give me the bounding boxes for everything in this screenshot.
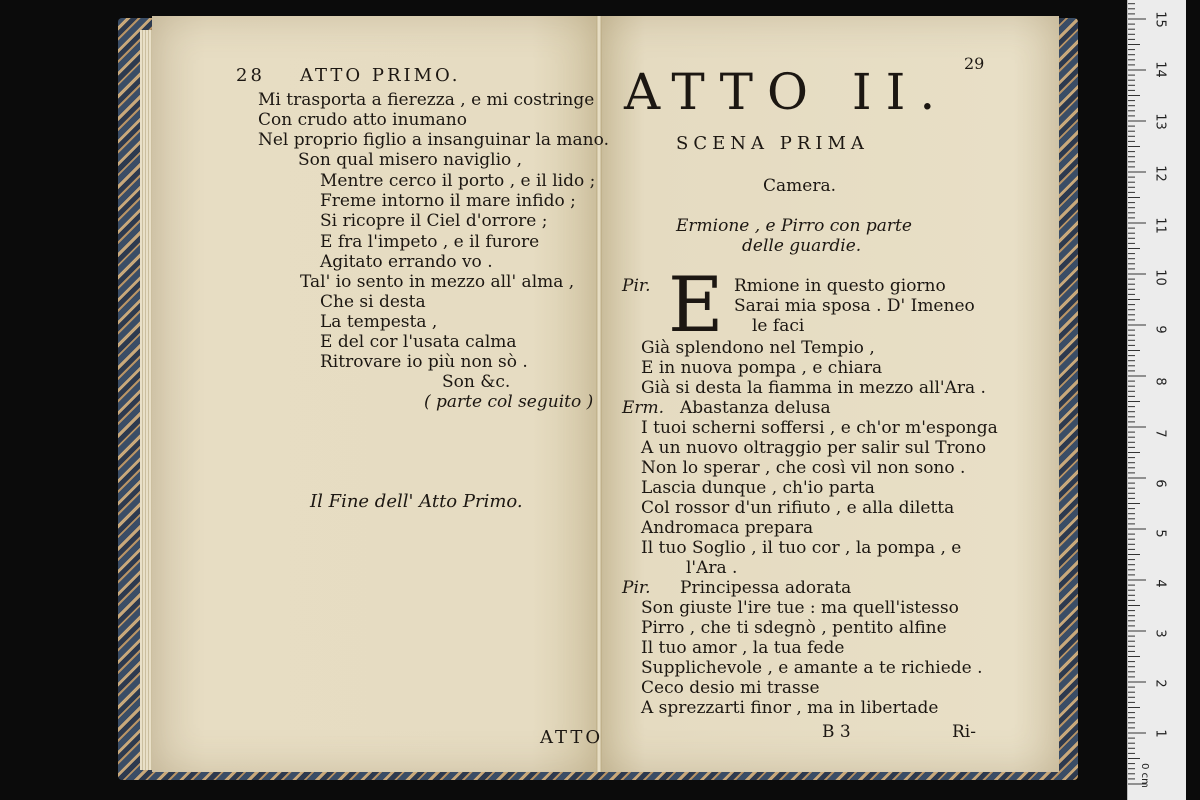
left-line: La tempesta ,: [320, 312, 438, 332]
ruler-number: 13: [1152, 113, 1168, 130]
end-of-act-note: Il Fine dell' Atto Primo.: [310, 491, 523, 512]
right-line: A sprezzarti finor , ma in libertade: [641, 698, 939, 718]
measuring-ruler: [1127, 0, 1186, 800]
right-line: A un nuovo oltraggio per salir sul Trono: [641, 438, 987, 458]
ruler-number: 8: [1152, 377, 1168, 386]
right-line: Sarai mia sposa . D' Imeneo: [734, 296, 975, 316]
left-line: Ritrovare io più non sò .: [320, 352, 528, 372]
right-line: E in nuova pompa , e chiara: [641, 358, 883, 378]
right-line: Il tuo amor , la tua fede: [641, 638, 845, 658]
signature-mark: B 3: [822, 722, 851, 742]
ruler-number: 10: [1152, 269, 1168, 286]
ruler-number: 7: [1152, 429, 1168, 438]
right-line: Già si desta la fiamma in mezzo all'Ara .: [641, 378, 986, 398]
ruler-number: 3: [1152, 629, 1168, 638]
ruler-number: 11: [1152, 217, 1168, 234]
left-line: Son &c.: [442, 372, 511, 392]
right-line: Andromaca prepara: [641, 518, 814, 538]
right-line: l'Ara .: [686, 558, 738, 578]
left-catchword: ATTO: [540, 727, 604, 748]
characters-line: Ermione , e Pirro con parte: [676, 216, 912, 236]
scene-setting: Camera.: [763, 176, 836, 196]
left-line: Son qual misero naviglio ,: [298, 150, 523, 170]
speaker-label: Erm.: [622, 398, 665, 418]
right-line: Son giuste l'ire tue : ma quell'istesso: [641, 598, 959, 618]
right-page-number: 29: [964, 54, 985, 73]
ruler-number: 4: [1152, 579, 1168, 588]
right-line: Supplichevole , e amante a te richiede .: [641, 658, 983, 678]
left-line: Nel proprio figlio a insanguinar la mano.: [258, 130, 609, 150]
left-line: Mentre cerco il porto , e il lido ;: [320, 171, 596, 191]
ruler-number: 9: [1152, 325, 1168, 334]
left-line: Si ricopre il Ciel d'orrore ;: [320, 211, 548, 231]
ruler-number: 14: [1152, 61, 1168, 78]
right-line: Già splendono nel Tempio ,: [641, 338, 875, 358]
left-line: Freme intorno il mare infido ;: [320, 191, 576, 211]
right-line: Abastanza delusa: [680, 398, 831, 418]
left-running-header: ATTO PRIMO.: [300, 65, 461, 86]
left-line: Con crudo atto inumano: [258, 110, 467, 130]
right-line: Rmione in questo giorno: [734, 276, 946, 296]
ruler-number: 12: [1152, 165, 1168, 182]
stage-direction: ( parte col seguito ): [424, 392, 594, 412]
left-page-number: 28: [236, 65, 265, 86]
left-line: Tal' io sento in mezzo all' alma ,: [300, 272, 575, 292]
ruler-number: 5: [1152, 529, 1168, 538]
right-line: I tuoi scherni soffersi , e ch'or m'esponga: [641, 418, 998, 438]
right-line: Il tuo Soglio , il tuo cor , la pompa , e: [641, 538, 962, 558]
right-catchword: Ri-: [952, 722, 976, 742]
ruler-number: 2: [1152, 679, 1168, 688]
left-line: E del cor l'usata calma: [320, 332, 517, 352]
act-title: ATTO II.: [624, 63, 950, 121]
left-line: Agitato errando vo .: [320, 252, 493, 272]
characters-line: delle guardie.: [742, 236, 862, 256]
right-line: Non lo sperar , che così vil non sono .: [641, 458, 966, 478]
ruler-unit-label: 0 cm: [1138, 763, 1150, 788]
left-line: E fra l'impeto , e il furore: [320, 232, 540, 252]
drop-capital: E: [668, 260, 724, 349]
ruler-number: 15: [1152, 11, 1168, 28]
right-line: Pirro , che ti sdegnò , pentito alfine: [641, 618, 947, 638]
right-line: le faci: [752, 316, 805, 336]
right-line: Principessa adorata: [680, 578, 852, 598]
speaker-label: Pir.: [622, 578, 651, 598]
right-line: Lascia dunque , ch'io parta: [641, 478, 875, 498]
scene-title: SCENA PRIMA: [676, 133, 869, 154]
left-line: Che si desta: [320, 292, 426, 312]
ruler-number: 1: [1152, 729, 1168, 738]
ruler-number: 6: [1152, 479, 1168, 488]
right-line: Ceco desio mi trasse: [641, 678, 820, 698]
right-line: Col rossor d'un rifiuto , e alla diletta: [641, 498, 955, 518]
speaker-label: Pir.: [622, 276, 651, 296]
left-line: Mi trasporta a fierezza , e mi costringe: [258, 90, 595, 110]
